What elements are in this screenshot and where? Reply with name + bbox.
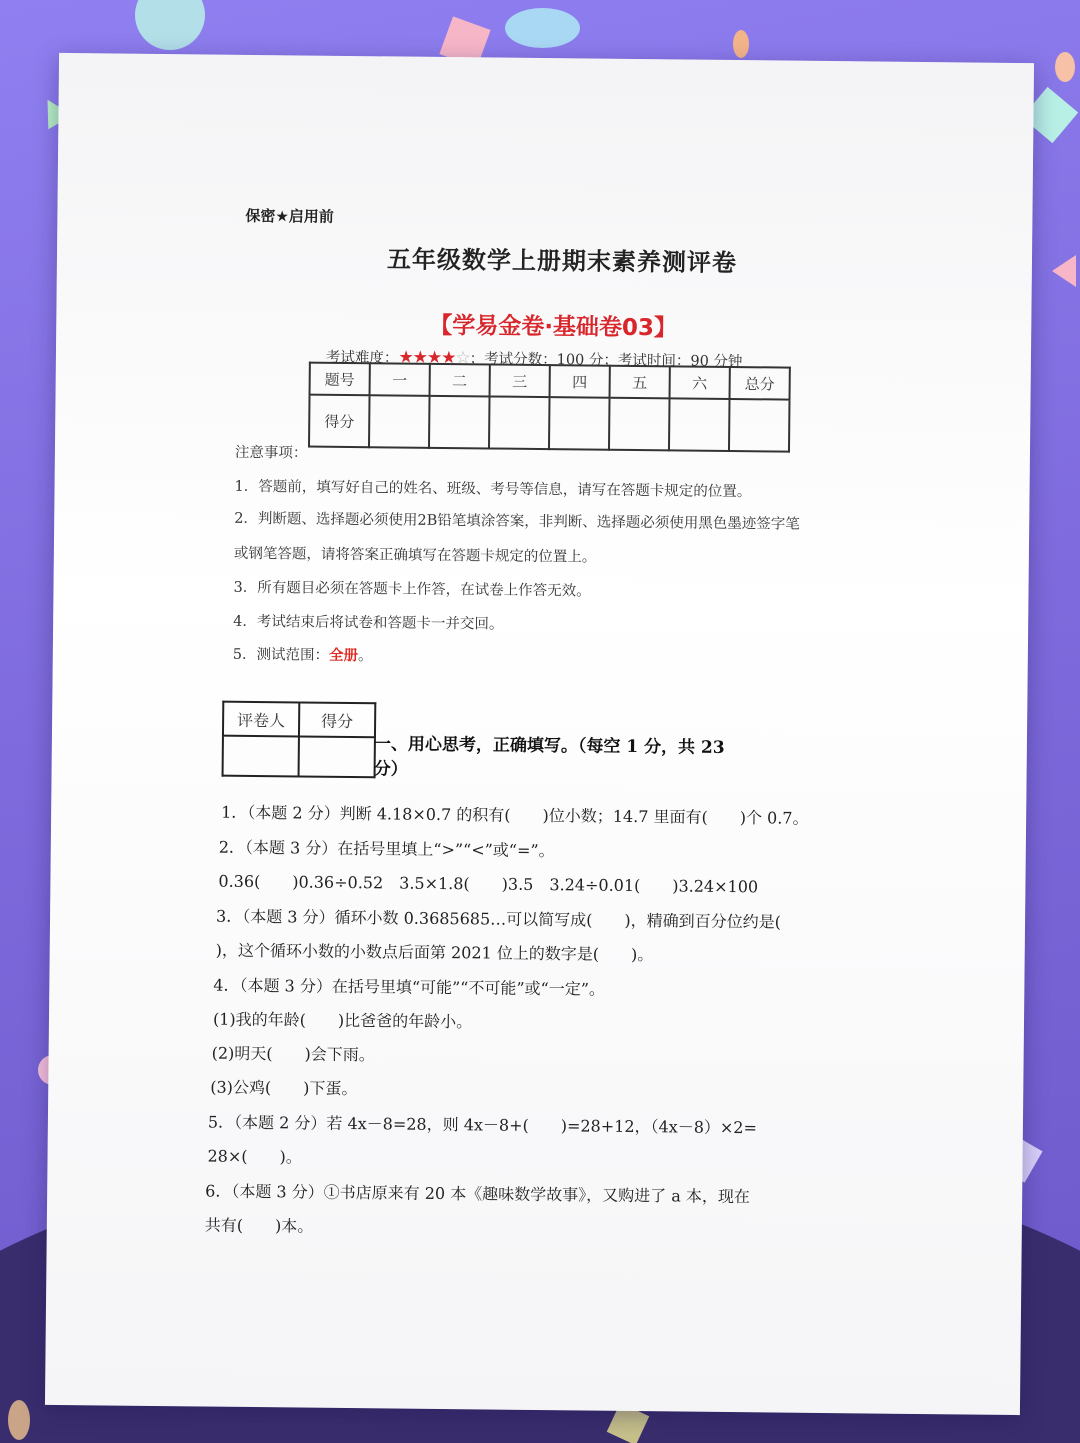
question-line: 共有( )本。	[204, 1215, 314, 1236]
exam-subtitle: 【学易金卷·基础卷03】	[429, 312, 678, 342]
question-line: (1)我的年龄( )比爸爸的年龄小。	[212, 1009, 473, 1032]
decor-oval-bottom	[8, 1400, 30, 1440]
notes-item: 2．判断题、选择题必须使用2B铅笔填涂答案，非判断、选择题必须使用黑色墨迹签字笔	[234, 510, 800, 533]
grader-table	[222, 701, 377, 779]
question-line: 3．（本题 3 分）循环小数 0.3685685…可以简写成( )，精确到百分位约是(	[215, 906, 782, 932]
score-header-cell: 五	[610, 366, 670, 399]
score-table-score-row	[309, 395, 790, 452]
score-table-header-row	[310, 363, 790, 400]
question-line: 2．（本题 3 分）在括号里填上“>”“<”或“=”。	[218, 837, 555, 861]
score-blank-cell[interactable]	[429, 396, 490, 449]
question-line: 28×( )。	[207, 1146, 302, 1167]
section-title: 一、用心思考，正确填写。（每空 1 分，共 23 分）	[373, 734, 725, 780]
notes-scope-suffix: 。	[357, 648, 373, 665]
decor-oval-orange	[733, 30, 749, 58]
question-line: 0.36( )0.36÷0.52 3.5×1.8( )3.5 3.24÷0.01( )3.24×100	[218, 871, 759, 897]
decor-oval-pink	[1055, 52, 1075, 82]
confidential-label: 保密★启用前	[245, 206, 334, 226]
score-header-cell: 四	[550, 365, 610, 398]
difficulty-stars-icon: ★★★★	[398, 347, 456, 369]
exam-sheet	[45, 53, 1034, 1415]
difficulty-star-empty-icon: ☆	[455, 348, 470, 369]
score-header-cell: 一	[370, 363, 430, 396]
grader-table-blank-row	[223, 736, 375, 778]
notes-item: 3．所有题目必须在答题卡上作答，在试卷上作答无效。	[233, 579, 591, 600]
decor-triangle-pink	[1052, 255, 1076, 287]
notes-item: 1．答题前，填写好自己的姓名、班级、考号等信息，请写在答题卡规定的位置。	[234, 478, 752, 501]
score-blank-cell[interactable]	[669, 398, 730, 451]
notes-item: 或钢笔答题，请将答案正确填写在答题卡规定的位置上。	[233, 545, 597, 566]
grader-blank-cell[interactable]	[299, 736, 375, 777]
question-line: )，这个循环小数的小数点后面第 2021 位上的数字是( )。	[215, 940, 654, 965]
question-line: (2)明天( )会下雨。	[211, 1043, 375, 1065]
grader-label: 评卷人	[223, 702, 299, 737]
grader-blank-cell[interactable]	[223, 736, 299, 777]
notes-scope-value: 全册	[328, 646, 359, 665]
score-header-cell: 六	[670, 366, 730, 399]
score-blank-cell[interactable]	[729, 399, 790, 452]
score-table	[308, 362, 791, 453]
question-line: 5．（本题 2 分）若 4x－8=28，则 4x－8+( )=28+12，（4x－8）×2=	[207, 1112, 758, 1138]
score-row-label: 得分	[309, 395, 370, 448]
grader-table-header-row	[223, 702, 375, 738]
decor-oval-blue	[505, 8, 580, 48]
score-blank-cell[interactable]	[549, 397, 610, 450]
grader-score-label: 得分	[299, 702, 375, 737]
score-header-cell: 总分	[730, 367, 790, 400]
score-blank-cell[interactable]	[489, 396, 550, 449]
question-line: (3)公鸡( )下蛋。	[210, 1077, 358, 1099]
notes-item: 4．考试结束后将试卷和答题卡一并交回。	[233, 613, 504, 633]
notes-scope-prefix: 5．测试范围：	[232, 646, 330, 664]
notes-heading: 注意事项：	[234, 444, 308, 462]
score-blank-cell[interactable]	[369, 395, 430, 448]
score-header-cell: 三	[490, 364, 550, 397]
question-line: 1．（本题 2 分）判断 4.18×0.7 的积有( )位小数；14.7 里面有( )个 0.7。	[221, 802, 809, 828]
exam-meta-rest: ；考试分数：100 分；考试时间：90 分钟	[469, 351, 743, 371]
question-line: 6．（本题 3 分）①书店原来有 20 本《趣味数学故事》，又购进了 a 本，现在	[205, 1181, 751, 1207]
difficulty-label: 考试难度：	[325, 349, 399, 367]
question-line: 4．（本题 3 分）在括号里填“可能”“不可能”或“一定”。	[213, 975, 606, 999]
score-header-cell: 二	[430, 364, 490, 397]
score-header-cell: 题号	[310, 363, 370, 396]
score-blank-cell[interactable]	[609, 398, 670, 451]
decor-circle-top	[135, 0, 205, 50]
exam-title: 五年级数学上册期末素养测评卷	[386, 245, 738, 278]
notes-item-scope	[233, 643, 373, 665]
